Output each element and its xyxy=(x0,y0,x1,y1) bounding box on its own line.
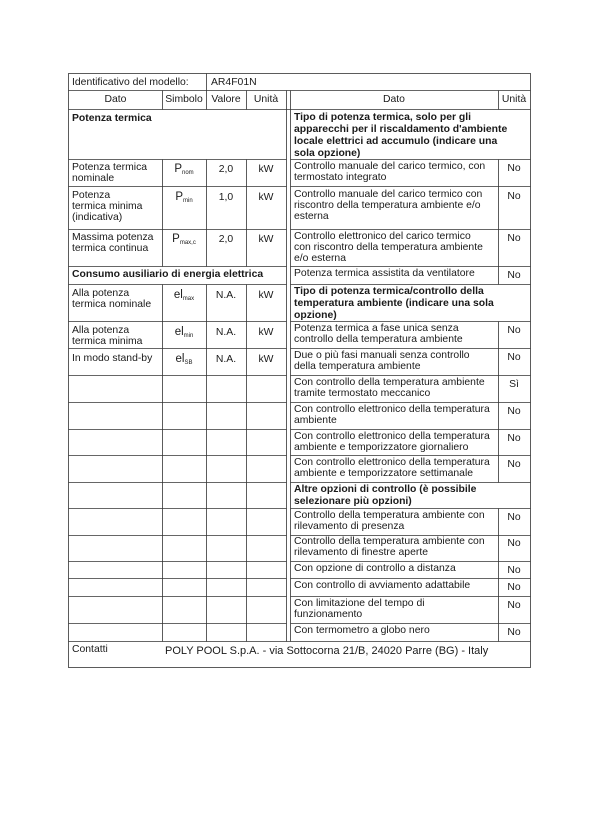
right-heading-2: temperatura ambiente (indicare una sola xyxy=(294,298,494,309)
option-text: rilevamento di presenza xyxy=(294,521,405,532)
right-heading-1: Tipo di potenza termica, solo per gli xyxy=(294,112,472,123)
right-heading-1: locale elettrici ad accumulo (indicare una xyxy=(294,136,498,147)
row-label: Alla potenza xyxy=(72,288,130,299)
symbol-pnom: $P_{nom}$ xyxy=(174,163,194,176)
value-pmaxc: 2,0 xyxy=(218,234,234,245)
right-heading-2: opzione) xyxy=(294,310,337,321)
value-elmin: N.A. xyxy=(215,327,237,338)
option-value: No xyxy=(507,538,521,549)
symbol-elmin: $el_{min}$ xyxy=(174,326,194,339)
option-text: Controllo della temperatura ambiente con xyxy=(294,510,485,521)
contatti-label: Contatti xyxy=(72,644,108,655)
right-heading-1: apparecchi per il riscaldamento d'ambiente xyxy=(294,124,508,135)
option-text: esterna xyxy=(294,211,329,222)
option-value: No xyxy=(507,163,521,174)
right-heading-3: Altre opzioni di controllo (è possibile xyxy=(294,484,477,495)
option-text: ambiente e temporizzatore giornaliero xyxy=(294,442,469,453)
row-label: termica minima xyxy=(72,201,143,212)
value-elmax: N.A. xyxy=(215,290,237,301)
option-text: Controllo della temperatura ambiente con xyxy=(294,536,485,547)
option-text: funzionamento xyxy=(294,609,363,620)
option-value: No xyxy=(507,406,521,417)
symbol-pmaxc: $P_{max,c}$ xyxy=(172,233,196,246)
option-text: Controllo elettronico del carico termico xyxy=(294,231,471,242)
right-heading-2: Tipo di potenza termica/controllo della xyxy=(294,286,484,297)
value-pmin: 1,0 xyxy=(218,192,234,203)
option-value: No xyxy=(507,459,521,470)
option-text: Controllo manuale del carico termico, con xyxy=(294,161,486,172)
option-text: Potenza termica a fase unica senza xyxy=(294,323,459,334)
symbol-elsb: $el_{SB}$ xyxy=(175,353,193,366)
row-label: nominale xyxy=(72,173,115,184)
symbol-elmax: $el_{max}$ xyxy=(173,289,195,302)
col-unita-right: Unità xyxy=(501,94,527,105)
option-text: Con controllo elettronico della temperatura xyxy=(294,404,490,415)
potenza-heading: Potenza termica xyxy=(72,113,152,124)
unit-elmax: kW xyxy=(258,290,274,301)
unit-pmin: kW xyxy=(258,192,274,203)
row-label: termica nominale xyxy=(72,299,152,310)
option-value: No xyxy=(507,627,521,638)
option-text: Con termometro a globo nero xyxy=(294,625,430,636)
option-value: No xyxy=(507,512,521,523)
right-heading-3: selezionare più opzioni) xyxy=(294,496,412,507)
option-text: Con limitazione del tempo di xyxy=(294,598,425,609)
col-simbolo: Simbolo xyxy=(165,94,203,105)
option-value: No xyxy=(507,565,521,576)
row-label: (indicativa) xyxy=(72,212,123,223)
option-value: No xyxy=(507,270,521,281)
row-label: Alla potenza xyxy=(72,325,130,336)
right-heading-1: sola opzione) xyxy=(294,148,361,159)
option-text: della temperatura ambiente xyxy=(294,361,421,372)
option-value: No xyxy=(507,352,521,363)
unit-elmin: kW xyxy=(258,327,274,338)
col-dato-right: Dato xyxy=(383,94,405,105)
row-label: termica continua xyxy=(72,243,149,254)
option-text: Controllo manuale del carico termico con xyxy=(294,189,483,200)
option-value: No xyxy=(507,433,521,444)
option-text: riscontro della temperatura ambiente e/o xyxy=(294,200,481,211)
symbol-pmin: $P_{min}$ xyxy=(175,191,193,204)
option-text: ambiente xyxy=(294,415,337,426)
option-value: No xyxy=(507,582,521,593)
option-text: termostato integrato xyxy=(294,172,387,183)
unit-pmaxc: kW xyxy=(258,234,274,245)
row-label: Potenza termica xyxy=(72,162,148,173)
option-text: Con controllo elettronico della temperatura xyxy=(294,457,490,468)
option-text: Con controllo elettronico della temperatura xyxy=(294,431,490,442)
option-value: No xyxy=(507,600,521,611)
unit-elsb: kW xyxy=(258,354,274,365)
option-text: con riscontro della temperatura ambiente xyxy=(294,242,483,253)
option-text: Con controllo di avviamento adattabile xyxy=(294,580,471,591)
option-value: Sì xyxy=(509,379,519,390)
option-text: e/o esterna xyxy=(294,253,346,264)
col-valore: Valore xyxy=(211,94,241,105)
option-value: No xyxy=(507,233,521,244)
contatti-value: POLY POOL S.p.A. - via Sottocorna 21/B, 24020 Parre (BG) - Italy xyxy=(165,645,489,657)
unit-pnom: kW xyxy=(258,164,274,175)
option-text: ambiente e temporizzatore settimanale xyxy=(294,468,474,479)
option-text: controllo della temperatura ambiente xyxy=(294,334,463,345)
option-value: No xyxy=(507,325,521,336)
consumo-heading: Consumo ausiliario di energia elettrica xyxy=(72,269,264,280)
value-pnom: 2,0 xyxy=(218,164,234,175)
col-unita: Unità xyxy=(253,94,279,105)
option-text: Con controllo della temperatura ambiente xyxy=(294,377,485,388)
row-label: In modo stand-by xyxy=(72,353,153,364)
option-text: tramite termostato meccanico xyxy=(294,388,431,399)
option-text: Potenza termica assistita da ventilatore xyxy=(294,268,475,279)
option-text: Con opzione di controllo a distanza xyxy=(294,563,456,574)
row-label: Potenza xyxy=(72,190,111,201)
row-label: Massima potenza xyxy=(72,232,154,243)
col-dato: Dato xyxy=(104,94,127,105)
row-label: termica minima xyxy=(72,336,143,347)
model-value: AR4F01N xyxy=(211,77,257,88)
option-value: No xyxy=(507,191,521,202)
option-text: Due o più fasi manuali senza controllo xyxy=(294,350,470,361)
model-label: Identificativo del modello: xyxy=(72,77,189,88)
option-text: rilevamento di finestre aperte xyxy=(294,547,428,558)
value-elsb: N.A. xyxy=(215,354,237,365)
